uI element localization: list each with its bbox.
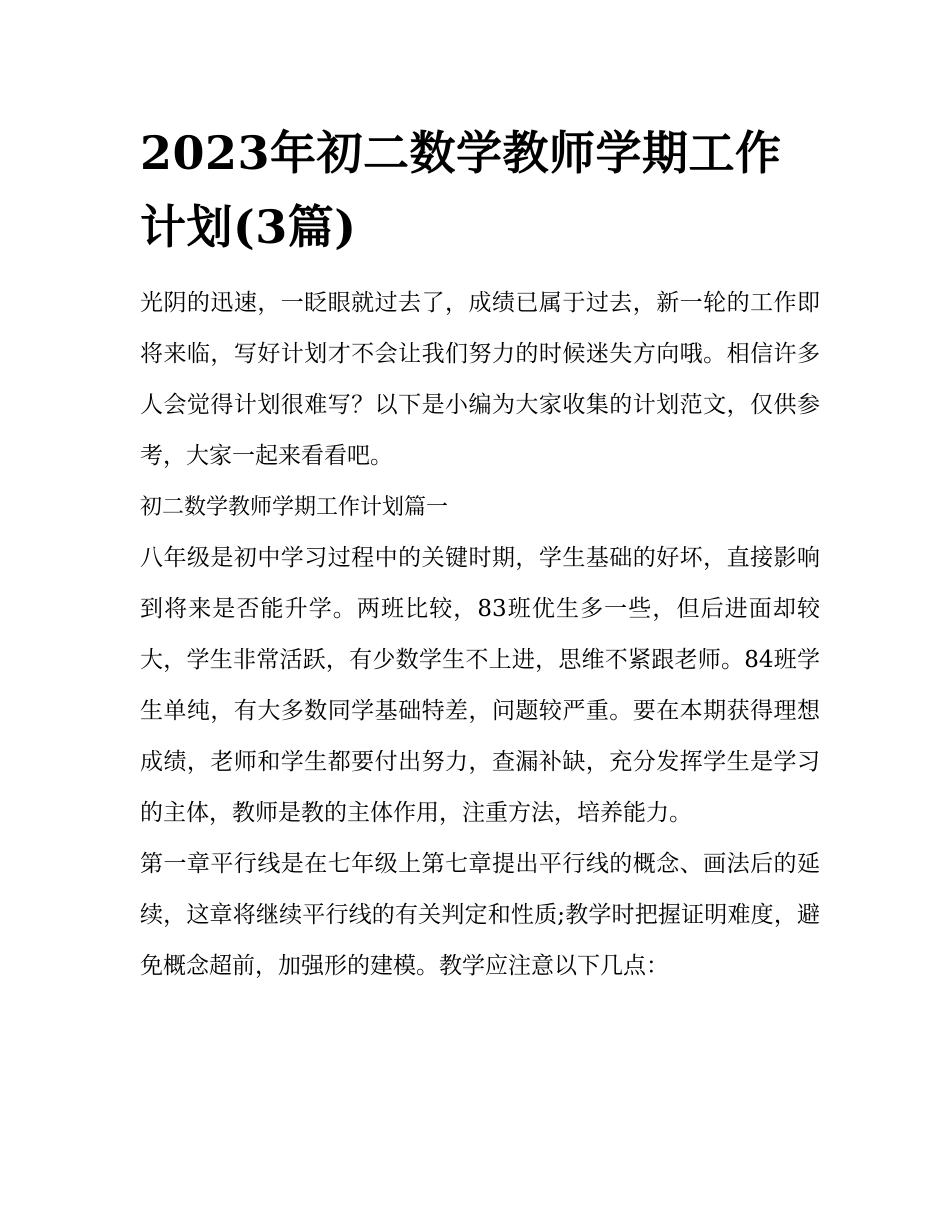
document-body: [140, 278, 820, 992]
body-paragraph-1: 八年级是初中学习过程中的关键时期，学生基础的好坏，直接影响到将来是否能升学。两班比较，83班优生多一些，但后进面却较大，学生非常活跃，有少数学生不上进，思维不紧跟老师。84班学生单纯，有大多数同学基础特差，问题较严重。要在本期获得理想成绩，老师和学生都要付出努力，查漏补缺，充分发挥学生是学习的主体，教师是教的主体作用，注重方法，培养能力。: [140, 545, 820, 826]
intro-paragraph: 光阴的迅速，一眨眼就过去了，成绩已属于过去，新一轮的工作即将来临，写好计划才不会让我们努力的时候迷失方向哦。相信许多人会觉得计划很难写？以下是小编为大家收集的计划范文，仅供参考，大家一起来看看吧。: [140, 290, 820, 469]
body-paragraph-2: 第一章平行线是在七年级上第七章提出平行线的概念、画法后的延续，这章将继续平行线的有关判定和性质;教学时把握证明难度，避免概念超前，加强形的建模。教学应注意以下几点：: [140, 851, 820, 979]
document-title: 2023年初二数学教师学期工作计划(3篇): [140, 126, 782, 254]
section-heading: 初二数学教师学期工作计划篇一: [140, 495, 449, 520]
